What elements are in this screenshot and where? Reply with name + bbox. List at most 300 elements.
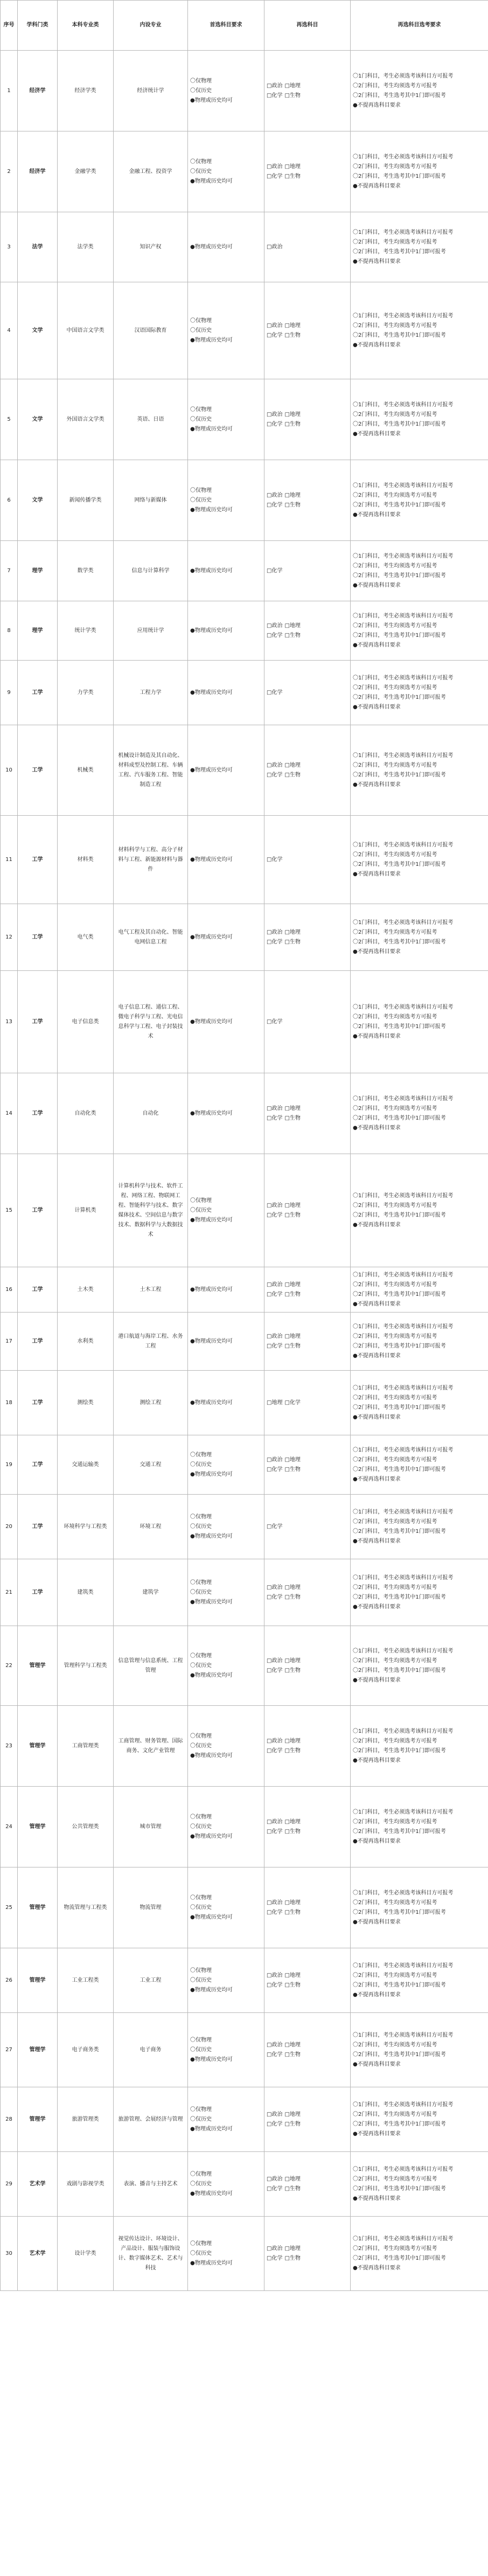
second-subject-cell	[264, 1787, 351, 1867]
subject-line	[267, 2175, 348, 2184]
major-class: 自动化类	[58, 1073, 114, 1154]
subject-category: 工学	[18, 904, 58, 971]
subject-line	[267, 1817, 348, 1827]
requirement-r2: 〇2门科目，考生均须选考方可报考	[353, 2245, 437, 2252]
history-only-option: 〇仅历史	[190, 1662, 212, 1669]
requirement-r1: 〇1门科目，考生必须选考该科目方可报考	[353, 1004, 454, 1010]
biology-option: □生物	[284, 1828, 301, 1835]
row-number: 12	[1, 904, 18, 971]
second-subject-cell	[264, 904, 351, 971]
header-major-class: 本科专业类	[58, 1, 114, 51]
politics-option: □政治	[267, 1818, 283, 1825]
history-only-option: 〇仅历史	[190, 1823, 212, 1830]
chemistry-option: □化学	[267, 92, 283, 99]
requirement-cell	[351, 1073, 488, 1154]
second-subject-cell	[264, 131, 351, 212]
politics-option: □政治	[267, 244, 283, 250]
history-only-option: 〇仅历史	[190, 1461, 212, 1468]
first-subject-cell	[188, 1435, 264, 1495]
first-subject-cell	[188, 1948, 264, 2013]
second-subject-cell	[264, 1559, 351, 1626]
subject-category: 理学	[18, 601, 58, 661]
requirement-r2: 〇2门科目，考生均须选考方可报考	[353, 1456, 437, 1463]
subject-category: 法学	[18, 212, 58, 282]
biology-option: □生物	[284, 1747, 301, 1754]
physics-or-history-option: ●物理或历史均可	[190, 1471, 233, 1477]
requirement-r4: ●不提再选科目要求	[353, 1538, 401, 1544]
biology-option: □生物	[284, 421, 301, 427]
row-number: 4	[1, 282, 18, 379]
second-subject-cell	[264, 51, 351, 131]
geography-option: □地理	[284, 1456, 301, 1463]
requirement-r3: 〇2门科目，考生选考其中1门即可报考	[353, 632, 446, 638]
physics-or-history-option: ●物理或历史均可	[190, 1914, 233, 1920]
requirement-r4: ●不提再选科目要求	[353, 183, 401, 189]
table-row	[1, 2013, 488, 2087]
requirement-r3: 〇2门科目，考生选考其中1门即可报考	[353, 2185, 446, 2192]
chemistry-option: □化学	[267, 2255, 283, 2261]
table-row	[1, 816, 488, 904]
requirement-r4: ●不提再选科目要求	[353, 1352, 401, 1359]
subject-category: 管理学	[18, 1706, 58, 1787]
biology-option: □生物	[284, 2185, 301, 2192]
requirement-r2: 〇2门科目，考生均须选考方可报考	[353, 1657, 437, 1664]
table-row	[1, 1948, 488, 2013]
subject-line	[267, 1211, 348, 1220]
history-only-option: 〇仅历史	[190, 2250, 212, 2256]
history-only-option: 〇仅历史	[190, 2181, 212, 2187]
second-subject-cell	[264, 460, 351, 541]
row-number: 9	[1, 661, 18, 725]
requirement-r3: 〇2门科目，考生选考其中1门即可报考	[353, 1343, 446, 1349]
major-class: 戏剧与影视学类	[58, 2152, 114, 2217]
table-row	[1, 1435, 488, 1495]
first-subject-cell	[188, 1371, 264, 1435]
subject-category: 工学	[18, 1559, 58, 1626]
subject-category: 经济学	[18, 51, 58, 131]
politics-option: □政治	[267, 622, 283, 629]
row-number: 22	[1, 1626, 18, 1706]
requirement-r1: 〇1门科目，考生必须选考该科目方可报考	[353, 2032, 454, 2038]
requirement-r3: 〇2门科目，考生选考其中1门即可报考	[353, 332, 446, 338]
major-class: 管理科学与工程类	[58, 1626, 114, 1706]
row-number: 1	[1, 51, 18, 131]
requirement-r2: 〇2门科目，考生均须选考方可报考	[353, 1972, 437, 1978]
requirement-r3: 〇2门科目，考生选考其中1门即可报考	[353, 772, 446, 778]
subject-line	[267, 1908, 348, 1918]
table-row	[1, 1371, 488, 1435]
physics-or-history-option: ●物理或历史均可	[190, 2190, 233, 2197]
requirement-cell	[351, 1626, 488, 1706]
requirement-r2: 〇2门科目，考生均须选考方可报考	[353, 239, 437, 245]
history-only-option: 〇仅历史	[190, 1977, 212, 1983]
geography-option: □地理	[284, 82, 301, 89]
requirement-r4: ●不提再选科目要求	[353, 1414, 401, 1420]
row-number: 21	[1, 1559, 18, 1626]
chemistry-option: □化学	[267, 772, 283, 778]
biology-option: □生物	[284, 332, 301, 338]
first-subject-cell	[188, 460, 264, 541]
requirement-r3: 〇2门科目，考生选考其中1门即可报考	[353, 1982, 446, 1988]
physics-only-option: 〇仅物理	[190, 78, 212, 84]
requirement-cell	[351, 1154, 488, 1267]
first-subject-cell	[188, 971, 264, 1073]
subject-line	[267, 2254, 348, 2263]
geography-option: □地理	[284, 1657, 301, 1664]
chemistry-option: □化学	[267, 332, 283, 338]
requirement-cell	[351, 816, 488, 904]
requirement-r3: 〇2门科目，考生选考其中1门即可报考	[353, 2121, 446, 2127]
subject-category: 文学	[18, 282, 58, 379]
table-row	[1, 1626, 488, 1706]
subject-line	[267, 1201, 348, 1211]
subject-line	[267, 491, 348, 501]
second-subject-cell	[264, 2152, 351, 2217]
subject-line	[267, 2110, 348, 2120]
requirement-r3: 〇2门科目，考生选考其中1门即可报考	[353, 92, 446, 99]
second-subject-cell	[264, 1626, 351, 1706]
geography-option: □地理	[284, 2111, 301, 2117]
first-subject-cell	[188, 1626, 264, 1706]
history-only-option: 〇仅历史	[190, 1523, 212, 1530]
history-only-option: 〇仅历史	[190, 2116, 212, 2122]
subject-line	[267, 770, 348, 780]
politics-option: □政治	[267, 1456, 283, 1463]
subject-line	[267, 1898, 348, 1908]
row-number: 25	[1, 1867, 18, 1948]
chemistry-option: □化学	[267, 1747, 283, 1754]
table-row	[1, 212, 488, 282]
politics-option: □政治	[267, 1333, 283, 1339]
requirement-r2: 〇2门科目，考生均须选考方可报考	[353, 1899, 437, 1906]
physics-or-history-option: ●物理或历史均可	[190, 1110, 233, 1116]
geography-option: □地理	[284, 2176, 301, 2182]
subject-category: 工学	[18, 1154, 58, 1267]
physics-or-history-option: ●物理或历史均可	[190, 1987, 233, 1993]
subject-line	[267, 91, 348, 101]
subject-category: 文学	[18, 460, 58, 541]
header-second-subject: 再选科目	[264, 1, 351, 51]
requirement-r4: ●不提再选科目要求	[353, 781, 401, 788]
requirement-r2: 〇2门科目，考生均须选考方可报考	[353, 684, 437, 691]
physics-only-option: 〇仅物理	[190, 2240, 212, 2247]
subject-line	[267, 2050, 348, 2060]
geography-option: □地理	[284, 929, 301, 935]
politics-option: □政治	[267, 762, 283, 768]
requirement-r1: 〇1门科目，考生必须选考该科目方可报考	[353, 1385, 454, 1391]
first-subject-cell	[188, 379, 264, 460]
physics-or-history-option: ●物理或历史均可	[190, 506, 233, 513]
requirement-r1: 〇1门科目，考生必须选考该科目方可报考	[353, 1890, 454, 1896]
subject-line	[267, 1746, 348, 1756]
subject-line	[267, 2040, 348, 2050]
second-subject-cell	[264, 2087, 351, 2152]
requirement-r4: ●不提再选科目要求	[353, 871, 401, 877]
requirement-r4: ●不提再选科目要求	[353, 2130, 401, 2137]
requirement-cell	[351, 1435, 488, 1495]
inner-majors: 物流管理	[114, 1867, 188, 1948]
physics-or-history-option: ●物理或历史均可	[190, 337, 233, 343]
physics-or-history-option: ●物理或历史均可	[190, 97, 233, 103]
table-row	[1, 1495, 488, 1559]
subject-category: 管理学	[18, 2087, 58, 2152]
requirement-r1: 〇1门科目，考生必须选考该科目方可报考	[353, 1095, 454, 1102]
table-row	[1, 460, 488, 541]
biology-option: □生物	[284, 1343, 301, 1349]
first-subject-cell	[188, 131, 264, 212]
row-number: 14	[1, 1073, 18, 1154]
major-class: 数学类	[58, 541, 114, 601]
requirement-r1: 〇1门科目，考生必须选考该科目方可报考	[353, 613, 454, 619]
subject-category: 工学	[18, 1371, 58, 1435]
politics-option: □政治	[267, 1281, 283, 1288]
inner-majors: 电气工程及其自动化、智能电网信息工程	[114, 904, 188, 971]
history-only-option: 〇仅历史	[190, 168, 212, 175]
second-subject-cell	[264, 541, 351, 601]
subject-line	[267, 1332, 348, 1342]
requirement-r2: 〇2门科目，考生均须选考方可报考	[353, 1584, 437, 1591]
physics-only-option: 〇仅物理	[190, 406, 212, 413]
geography-option: □地理	[284, 1105, 301, 1112]
requirement-r1: 〇1门科目，考生必须选考该科目方可报考	[353, 1809, 454, 1815]
physics-or-history-option: ●物理或历史均可	[190, 627, 233, 634]
inner-majors: 应用统计学	[114, 601, 188, 661]
subject-line	[267, 1398, 348, 1408]
physics-only-option: 〇仅物理	[190, 487, 212, 494]
requirement-r1: 〇1门科目，考生必须选考该科目方可报考	[353, 2166, 454, 2172]
subject-category: 工学	[18, 816, 58, 904]
biology-option: □生物	[284, 92, 301, 99]
politics-option: □政治	[267, 492, 283, 498]
major-class: 工业工程类	[58, 1948, 114, 2013]
first-subject-cell	[188, 661, 264, 725]
politics-option: □政治	[267, 2111, 283, 2117]
requirement-r3: 〇2门科目，考生选考其中1门即可报考	[353, 1115, 446, 1121]
inner-majors: 电子商务	[114, 2013, 188, 2087]
inner-majors: 交通工程	[114, 1435, 188, 1495]
subject-line	[267, 1981, 348, 1990]
first-subject-cell	[188, 1313, 264, 1371]
inner-majors: 土木工程	[114, 1267, 188, 1313]
requirement-r2: 〇2门科目，考生均须选考方可报考	[353, 2042, 437, 2048]
subject-line	[267, 2120, 348, 2129]
chemistry-option: □化学	[267, 1291, 283, 1297]
geography-option: □地理	[284, 1899, 301, 1906]
table-row	[1, 379, 488, 460]
second-subject-cell	[264, 1073, 351, 1154]
subject-line	[267, 938, 348, 947]
physics-or-history-option: ●物理或历史均可	[190, 426, 233, 432]
requirement-r3: 〇2门科目，考生选考其中1门即可报考	[353, 939, 446, 945]
biology-option: □生物	[284, 632, 301, 638]
first-subject-cell	[188, 2013, 264, 2087]
inner-majors: 自动化	[114, 1073, 188, 1154]
biology-option: □生物	[284, 1909, 301, 1915]
requirement-cell	[351, 1867, 488, 1948]
subject-line	[267, 1465, 348, 1475]
chemistry-option: □化学	[267, 1828, 283, 1835]
physics-only-option: 〇仅物理	[190, 1513, 212, 1520]
inner-majors: 机械设计制造及其自动化、材料成型及控制工程、车辆工程、汽车服务工程、智能制造工程	[114, 725, 188, 816]
requirement-r3: 〇2门科目，考生选考其中1门即可报考	[353, 502, 446, 508]
physics-or-history-option: ●物理或历史均可	[190, 1672, 233, 1678]
requirement-r1: 〇1门科目，考生必须选考该科目方可报考	[353, 752, 454, 759]
inner-majors: 测绘工程	[114, 1371, 188, 1435]
subject-line	[267, 1290, 348, 1300]
major-class: 新闻传播学类	[58, 460, 114, 541]
second-subject-cell	[264, 1313, 351, 1371]
chemistry-option: □化学	[267, 502, 283, 508]
inner-majors: 工程力学	[114, 661, 188, 725]
politics-option: □政治	[267, 1202, 283, 1209]
requirement-r1: 〇1门科目，考生必须选考该科目方可报考	[353, 401, 454, 408]
requirement-r1: 〇1门科目，考生必须选考该科目方可报考	[353, 313, 454, 319]
physics-only-option: 〇仅物理	[190, 1452, 212, 1458]
requirement-r3: 〇2门科目，考生选考其中1门即可报考	[353, 1291, 446, 1297]
requirement-r2: 〇2门科目，考生均须选考方可报考	[353, 1105, 437, 1112]
major-class: 工商管理类	[58, 1706, 114, 1787]
requirement-r1: 〇1门科目，考生必须选考该科目方可报考	[353, 675, 454, 681]
requirement-r1: 〇1门科目，考生必须选考该科目方可报考	[353, 229, 454, 235]
subject-line	[267, 928, 348, 938]
requirement-r3: 〇2门科目，考生选考其中1门即可报考	[353, 861, 446, 867]
requirement-cell	[351, 661, 488, 725]
inner-majors: 金融工程、投资学	[114, 131, 188, 212]
requirement-r4: ●不提再选科目要求	[353, 1124, 401, 1131]
physics-or-history-option: ●物理或历史均可	[190, 1533, 233, 1539]
second-subject-cell	[264, 2013, 351, 2087]
second-subject-cell	[264, 725, 351, 816]
subject-category: 管理学	[18, 1867, 58, 1948]
politics-option: □政治	[267, 322, 283, 329]
physics-or-history-option: ●物理或历史均可	[190, 1833, 233, 1839]
physics-or-history-option: ●物理或历史均可	[190, 2260, 233, 2266]
requirement-r3: 〇2门科目，考生选考其中1门即可报考	[353, 1667, 446, 1674]
requirement-r1: 〇1门科目，考生必须选考该科目方可报考	[353, 1509, 454, 1515]
biology-option: □生物	[284, 1982, 301, 1988]
requirement-r1: 〇1门科目，考生必须选考该科目方可报考	[353, 1272, 454, 1278]
major-class: 物流管理与工程类	[58, 1867, 114, 1948]
major-class: 电气类	[58, 904, 114, 971]
inner-majors: 电子信息工程、通信工程、微电子科学与工程、光电信息科学与工程、电子封装技术	[114, 971, 188, 1073]
major-class: 外国语言文学类	[58, 379, 114, 460]
subject-line	[267, 621, 348, 631]
geography-option: □地理	[284, 1202, 301, 1209]
major-class: 机械类	[58, 725, 114, 816]
table-row	[1, 1313, 488, 1371]
major-class: 旅游管理类	[58, 2087, 114, 2152]
geography-option: □地理	[284, 622, 301, 629]
requirement-cell	[351, 282, 488, 379]
geography-option: □地理	[284, 1818, 301, 1825]
second-subject-cell	[264, 1495, 351, 1559]
requirement-r3: 〇2门科目，考生选考其中1门即可报考	[353, 1747, 446, 1754]
major-class: 测绘类	[58, 1371, 114, 1435]
second-subject-cell	[264, 379, 351, 460]
requirement-r1: 〇1门科目，考生必须选考该科目方可报考	[353, 1447, 454, 1453]
first-subject-cell	[188, 904, 264, 971]
inner-majors: 知识产权	[114, 212, 188, 282]
requirement-r2: 〇2门科目，考生均须选考方可报考	[353, 411, 437, 418]
table-row	[1, 51, 488, 131]
major-class: 法学类	[58, 212, 114, 282]
requirement-r2: 〇2门科目，考生均须选考方可报考	[353, 492, 437, 498]
subject-line	[267, 331, 348, 341]
row-number: 28	[1, 2087, 18, 2152]
first-subject-cell	[188, 282, 264, 379]
table-row	[1, 904, 488, 971]
geography-option: □地理	[284, 1333, 301, 1339]
subject-category: 工学	[18, 661, 58, 725]
subject-line	[267, 321, 348, 331]
first-subject-cell	[188, 541, 264, 601]
subject-category: 工学	[18, 1435, 58, 1495]
chemistry-option: □化学	[267, 856, 283, 863]
requirement-r3: 〇2门科目，考生选考其中1门即可报考	[353, 2051, 446, 2058]
table-row	[1, 971, 488, 1073]
table-row	[1, 541, 488, 601]
politics-option: □政治	[267, 1657, 283, 1664]
chemistry-option: □化学	[267, 1523, 283, 1530]
row-number: 26	[1, 1948, 18, 2013]
requirement-cell	[351, 2217, 488, 2291]
chemistry-option: □化学	[267, 421, 283, 427]
row-number: 11	[1, 816, 18, 904]
requirement-r2: 〇2门科目，考生均须选考方可报考	[353, 322, 437, 329]
requirement-r4: ●不提再选科目要求	[353, 1603, 401, 1610]
chemistry-option: □化学	[267, 1212, 283, 1218]
requirement-r3: 〇2门科目，考生选考其中1门即可报考	[353, 1909, 446, 1915]
subject-category: 工学	[18, 725, 58, 816]
table-row	[1, 131, 488, 212]
requirement-r4: ●不提再选科目要求	[353, 342, 401, 348]
major-class: 电子信息类	[58, 971, 114, 1073]
major-class: 环境科学与工程类	[58, 1495, 114, 1559]
row-number: 19	[1, 1435, 18, 1495]
biology-option: □生物	[284, 1594, 301, 1600]
inner-majors: 旅游管理、会展经济与管理	[114, 2087, 188, 2152]
physics-or-history-option: ●物理或历史均可	[190, 1286, 233, 1293]
requirement-r2: 〇2门科目，考生均须选考方可报考	[353, 2176, 437, 2182]
chemistry-option: □化学	[267, 689, 283, 696]
chemistry-option: □化学	[267, 2121, 283, 2127]
inner-majors: 经济统计学	[114, 51, 188, 131]
subject-category: 艺术学	[18, 2217, 58, 2291]
subject-category: 文学	[18, 379, 58, 460]
inner-majors: 汉语国际教育	[114, 282, 188, 379]
physics-only-option: 〇仅物理	[190, 158, 212, 165]
requirement-r3: 〇2门科目，考生选考其中1门即可报考	[353, 1828, 446, 1835]
requirement-r4: ●不提再选科目要求	[353, 1677, 401, 1683]
physics-or-history-option: ●物理或历史均可	[190, 244, 233, 250]
requirement-r2: 〇2门科目，考生均须选考方可报考	[353, 163, 437, 170]
row-number: 5	[1, 379, 18, 460]
header-first-subject: 首选科目要求	[188, 1, 264, 51]
chemistry-option: □化学	[267, 567, 283, 574]
requirement-cell	[351, 1371, 488, 1435]
politics-option: □政治	[267, 1738, 283, 1744]
requirement-cell	[351, 725, 488, 816]
row-number: 17	[1, 1313, 18, 1371]
subject-category: 管理学	[18, 1626, 58, 1706]
chemistry-option: □化学	[267, 1115, 283, 1121]
requirement-r3: 〇2门科目，考生选考其中1门即可报考	[353, 2255, 446, 2261]
biology-option: □生物	[284, 1212, 301, 1218]
politics-option: □政治	[267, 411, 283, 418]
header-no: 序号	[1, 1, 18, 51]
major-class: 交通运输类	[58, 1435, 114, 1495]
geography-option: □地理	[284, 1972, 301, 1978]
